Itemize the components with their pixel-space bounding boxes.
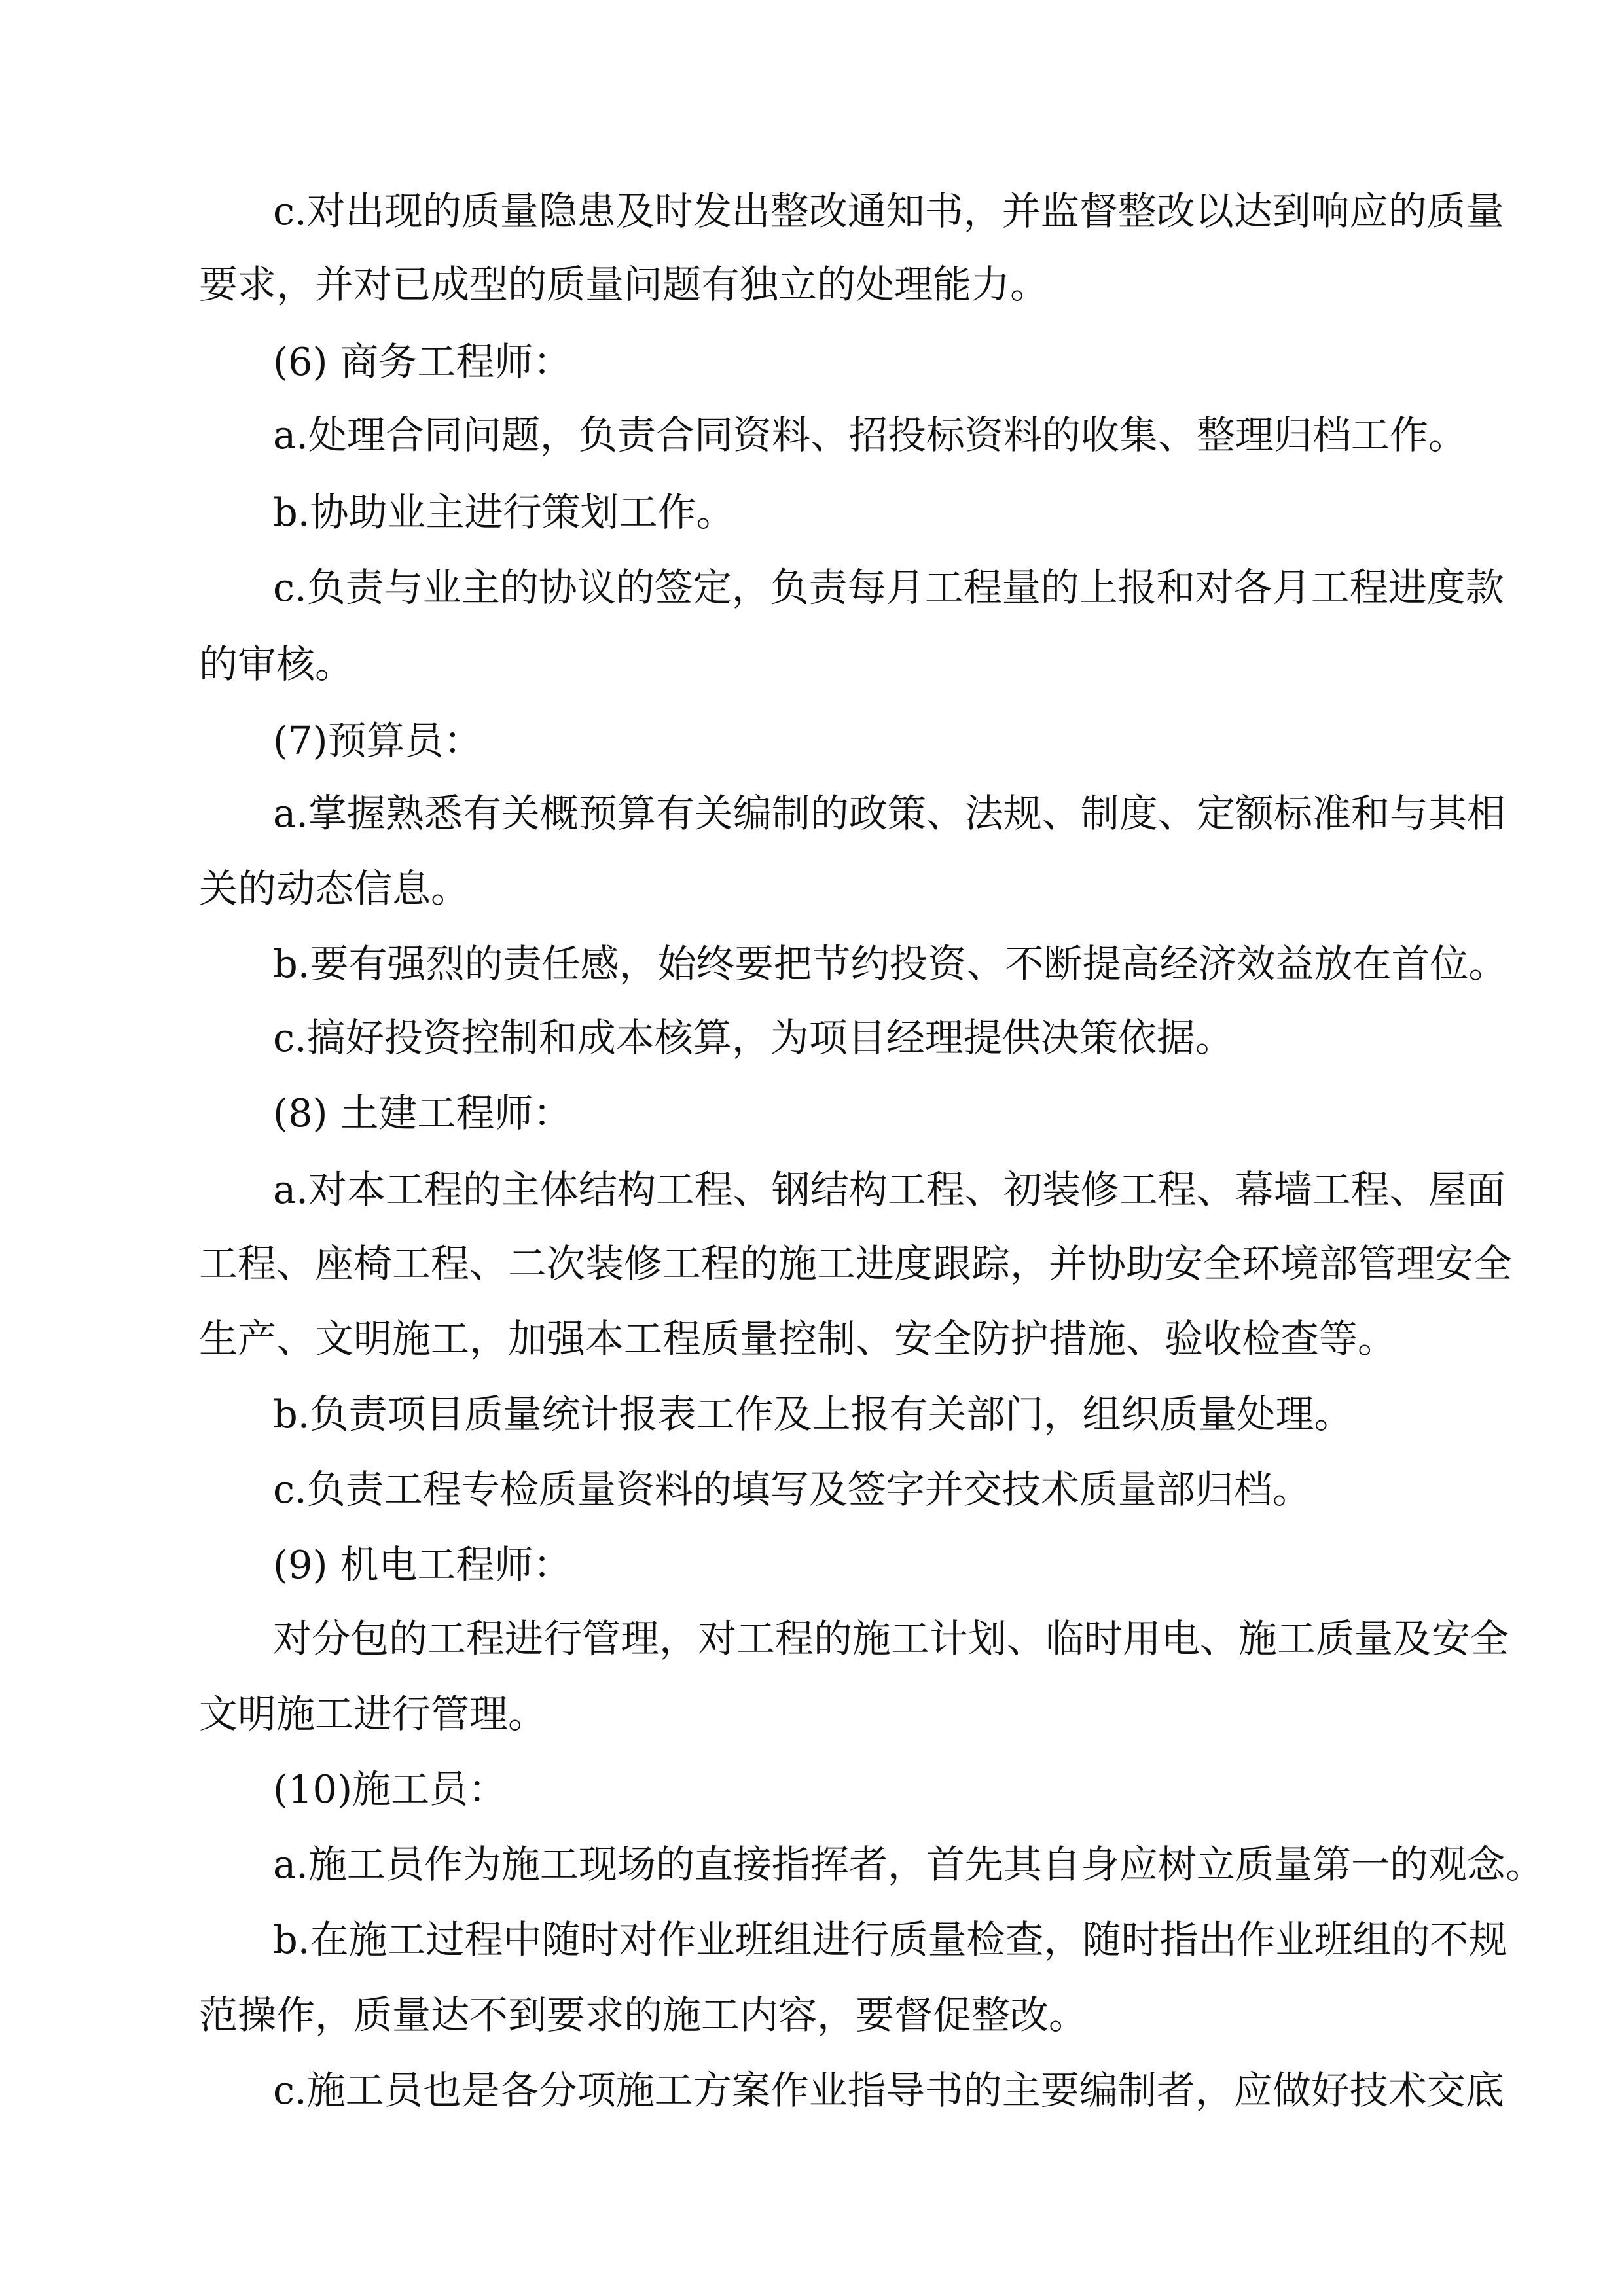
text-line: c.负责与业主的协议的签定，负责每月工程量的上报和对各月工程进度款 (273, 565, 1504, 610)
text-line: a.对本工程的主体结构工程、钢结构工程、初装修工程、幕墙工程、屋面 (273, 1167, 1506, 1212)
text-line: 关的动态信息。 (199, 866, 470, 911)
section-heading: (6) 商务工程师： (273, 339, 572, 384)
text-line: 生产、文明施工，加强本工程质量控制、安全防护措施、验收检查等。 (199, 1316, 1397, 1361)
text-line: a.掌握熟悉有关概预算有关编制的政策、法规、制度、定额标准和与其相 (273, 791, 1506, 836)
section-heading: (8) 土建工程师： (273, 1090, 572, 1136)
text-line: b.在施工过程中随时对作业班组进行质量检查，随时指出作业班组的不规 (273, 1917, 1507, 1962)
text-line: 对分包的工程进行管理，对工程的施工计划、临时用电、施工质量及安全 (273, 1616, 1509, 1661)
section-heading: (7)预算员： (273, 718, 482, 763)
text-line: c.施工员也是各分项施工方案作业指导书的主要编制者，应做好技术交底 (273, 2068, 1504, 2113)
text-line: c.负责工程专检质量资料的填写及签字并交技术质量部归档。 (273, 1467, 1311, 1512)
text-line: 文明施工进行管理。 (199, 1691, 547, 1736)
text-line: a.处理合同问题，负责合同资料、招投标资料的收集、整理归档工作。 (273, 412, 1467, 457)
text-line: c.搞好投资控制和成本核算，为项目经理提供决策依据。 (273, 1015, 1234, 1060)
text-line: b.协助业主进行策划工作。 (273, 490, 735, 535)
text-line: 的审核。 (199, 641, 354, 687)
section-heading: (10)施工员： (273, 1767, 507, 1812)
text-line: a.施工员作为施工现场的直接指挥者，首先其自身应树立质量第一的观念。 (273, 1842, 1544, 1887)
text-line: 工程、座椅工程、二次装修工程的施工进度跟踪，并协助安全环境部管理安全 (199, 1241, 1513, 1286)
text-line: b.负责项目质量统计报表工作及上报有关部门，组织质量处理。 (273, 1391, 1353, 1437)
text-line: b.要有强烈的责任感，始终要把节约投资、不断提高经济效益放在首位。 (273, 941, 1507, 986)
text-line: 要求，并对已成型的质量问题有独立的处理能力。 (199, 262, 1049, 307)
section-heading: (9) 机电工程师： (273, 1542, 572, 1587)
text-line: 范操作，质量达不到要求的施工内容，要督促整改。 (199, 1992, 1088, 2037)
text-line: c.对出现的质量隐患及时发出整改通知书，并监督整改以达到响应的质量 (273, 188, 1504, 234)
